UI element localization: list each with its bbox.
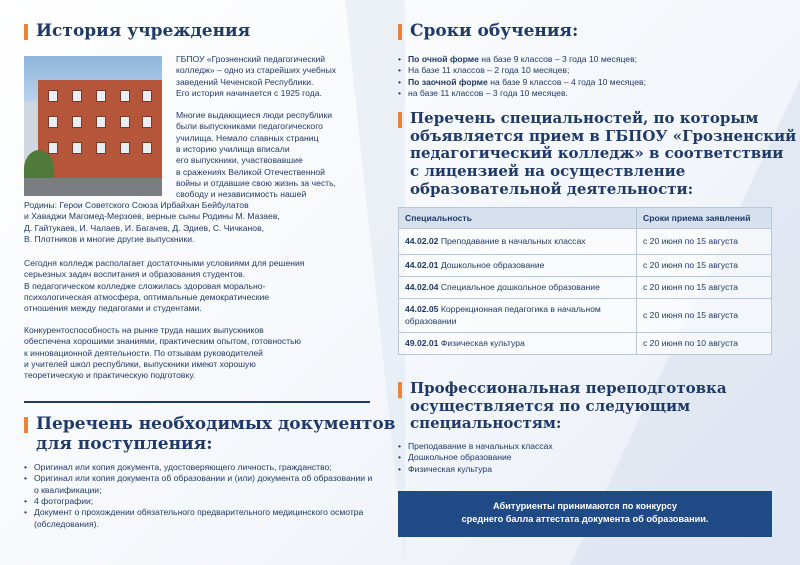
history-title: История учреждения (24, 22, 250, 42)
dates-cell: с 20 июня по 15 августа (637, 277, 772, 299)
list-item: • По заочной форме на базе 9 классов – 4 года 10 месяцев; (398, 77, 776, 88)
column-header-dates: Сроки приема заявлений (637, 208, 772, 229)
specialty-cell: 49.02.01 Физическая культура (399, 333, 637, 355)
documents-list (24, 462, 374, 530)
list-item: • Физическая культура (398, 464, 776, 475)
column-header-specialty: Специальность (399, 208, 637, 229)
table-row (399, 277, 772, 299)
table-row (399, 333, 772, 355)
terms-list (398, 54, 776, 99)
list-item: • На базе 11 классов – 2 года 10 месяцев; (398, 65, 776, 76)
specialty-cell: 44.02.04 Специальное дошкольное образование (399, 277, 637, 299)
specialty-cell: 44.02.01 Дошкольное образование (399, 255, 637, 277)
section-divider (24, 401, 370, 403)
dates-cell: с 20 июня по 15 августа (637, 255, 772, 277)
table-header-row (399, 208, 772, 229)
college-building-photo (24, 56, 162, 196)
specialties-title: Перечень специальностей, по которым объявляется прием в ГБПОУ «Грозненский педагогический колледж» в соответствии с лицензией на осуществление образовательной деятельности: (398, 110, 796, 198)
retraining-list (398, 441, 776, 475)
list-item: • 4 фотографии; (24, 496, 374, 507)
history-intro: ГБПОУ «Грозненский педагогический колледж» – одно из старейших учебных заведений Чеченской Республики. Его история начинается с 1925 года. (176, 54, 337, 99)
history-heroes: Родины: Герои Советского Союза Ирбайхан Бейбулатов и Хаваджи Магомед-Мерзоев, верные сыны Родины М. Мазаев, Д. Гайтукаев, И. Чалаев, И. Багачев, Д. Эдиев, С. Чичканов, В. Плотников и многие другие выпускники. (24, 200, 280, 245)
specialties-table (398, 207, 772, 355)
list-item: • Документ о прохождении обязательного предварительного медицинского осмотра (обследования). (24, 507, 374, 530)
table-row (399, 255, 772, 277)
specialty-cell: 44.02.02 Преподавание в начальных классах (399, 229, 637, 255)
list-item: • Оригинал или копия документа об образовании и (или) документа об образовании и о квалификации; (24, 473, 374, 496)
list-item: • По очной форме на базе 9 классов – 3 года 10 месяцев; (398, 54, 776, 65)
dates-cell: с 20 июня по 15 августа (637, 229, 772, 255)
list-item: • Оригинал или копия документа, удостоверяющего личность, гражданство; (24, 462, 374, 473)
admission-banner: Абитуриенты принимаются по конкурсу среднего балла аттестата документа об образовании. (398, 491, 772, 537)
list-item: • Дошкольное образование (398, 452, 776, 463)
list-item: • на базе 11 классов – 3 года 10 месяцев. (398, 88, 776, 99)
history-conditions: Сегодня колледж располагает достаточными условиями для решения серьезных задач воспитания и образования студентов. В педагогическом колледже сложилась здоровая морально- психологическая атмосфера, оптимальные демократические отношения между педагогами и студентами. (24, 258, 305, 314)
retraining-title: Профессиональная переподготовка осуществляется по следующим специальностям: (398, 380, 727, 433)
table-row (399, 229, 772, 255)
documents-title: Перечень необходимых документов для поступления: (24, 415, 395, 454)
dates-cell: с 20 июня по 10 августа (637, 333, 772, 355)
specialty-cell: 44.02.05 Коррекционная педагогика в начальном образовании (399, 299, 637, 333)
dates-cell: с 20 июня по 15 августа (637, 299, 772, 333)
list-item: • Преподавание в начальных классах (398, 441, 776, 452)
history-alumni: Многие выдающиеся люди республики были выпускниками педагогического училища. Немало славных страниц в историю училища вписали его выпускники, участвовавшие в сражениях Великой Отечественной войны и отдавшие свою жизнь за честь, свободу и независимость нашей (176, 110, 336, 200)
table-row (399, 299, 772, 333)
history-competitiveness: Конкурентоспособность на рынке труда наших выпускников обеспечена хорошими знаниями, практическим опытом, готовностью к инновационной деятельности. По отзывам руководителей и учителей школ республики, выпускники имеют хорошую теоретическую и практическую подготовку. (24, 325, 302, 381)
terms-title: Сроки обучения: (398, 22, 578, 42)
